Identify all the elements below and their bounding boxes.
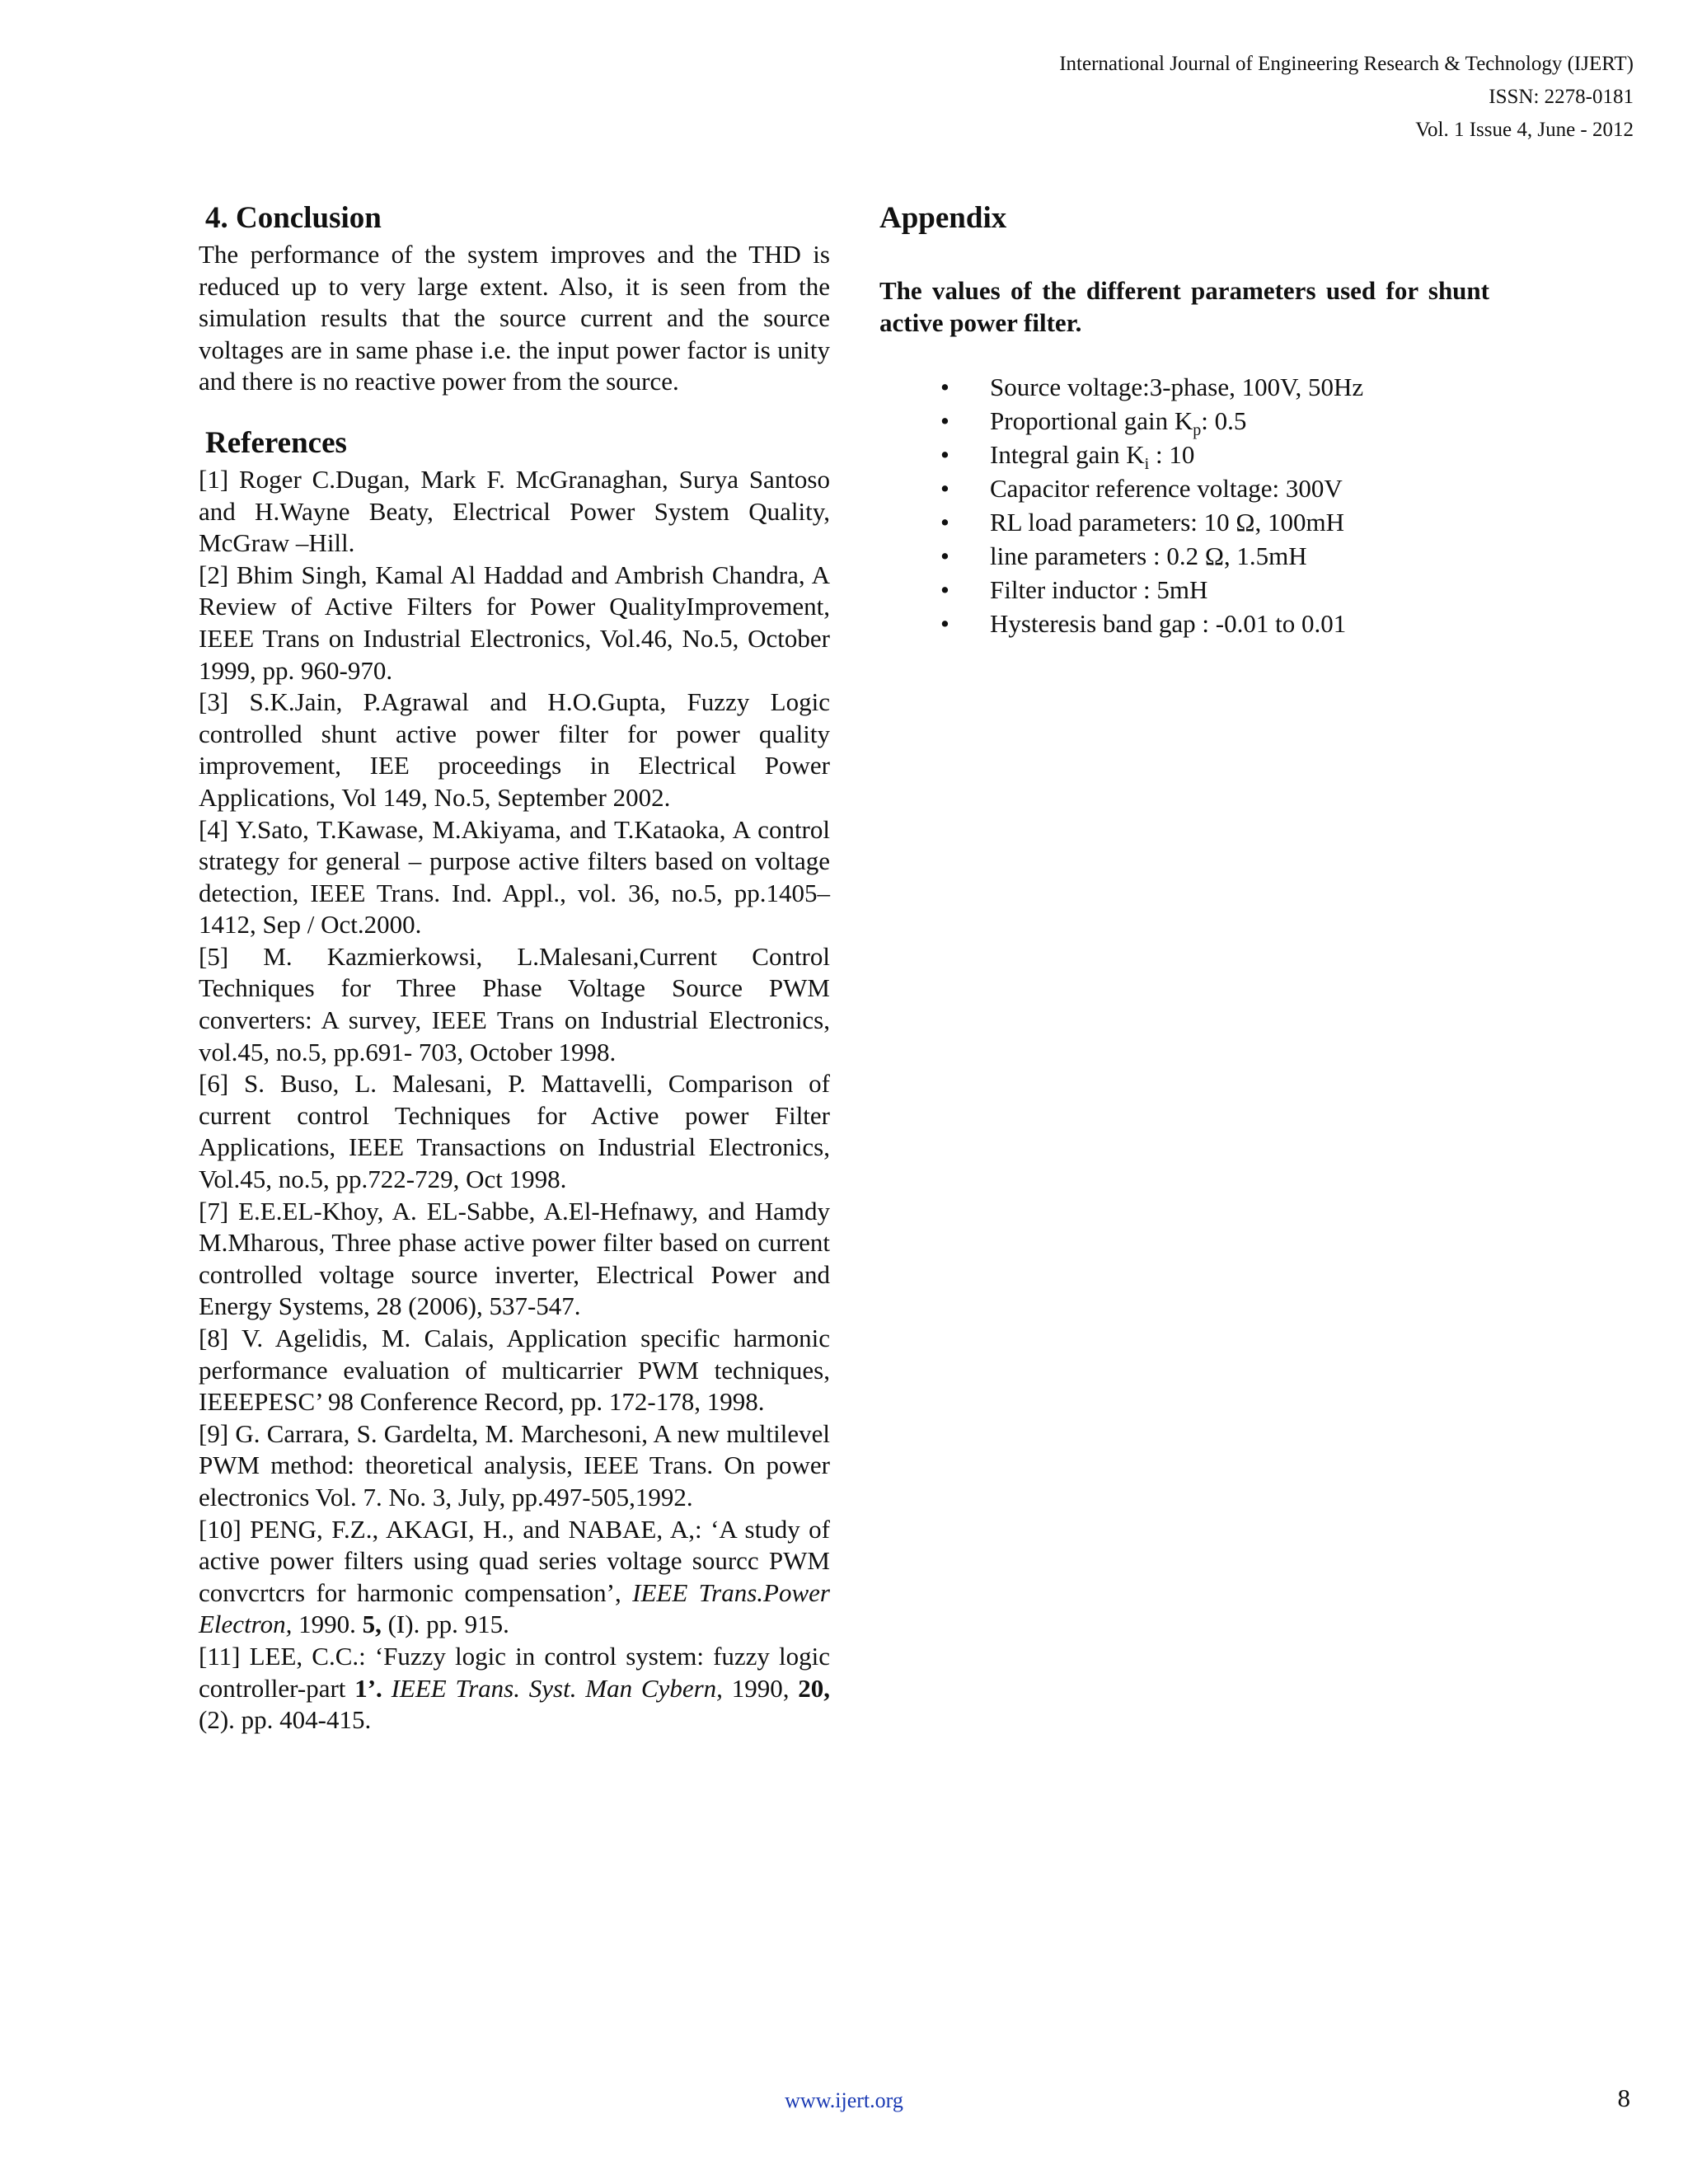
ref-text: (2). pp. 404-415. (199, 1705, 372, 1735)
ref-text: 1990. (292, 1610, 363, 1639)
footer-website-link[interactable]: www.ijert.org (785, 2088, 903, 2112)
journal-title: International Journal of Engineering Research & Technology (IJERT) (1059, 53, 1634, 75)
reference-item: [4] Y.Sato, T.Kawase, M.Akiyama, and T.Kataoka, A control strategy for general – purpose active filters based on voltage detection, IEEE Trans. Ind. Appl., vol. 36, no.5, pp.1405–1412, Sep / Oct.2000. (199, 814, 830, 940)
ref-text: [11] LEE, C.C.: ‘Fuzzy logic in control system: fuzzy logic controller-part (199, 1641, 830, 1703)
reference-item: [3] S.K.Jain, P.Agrawal and H.O.Gupta, Fuzzy Logic controlled shunt active power filter for power quality improvement, IEE proceedings in Electrical Power Applications, Vol 149, No.5, September 2002. (199, 687, 830, 812)
parameter-text: Proportional gain K (990, 406, 1193, 436)
journal-volume: Vol. 1 Issue 4, June - 2012 (1415, 119, 1634, 141)
parameter-item (879, 505, 1489, 539)
parameter-text: Integral gain K (990, 440, 1145, 470)
parameter-item (879, 573, 1489, 607)
parameter-list (879, 370, 1489, 640)
reference-item: [2] Bhim Singh, Kamal Al Haddad and Ambrish Chandra, A Review of Active Filters for Power QualityImprovement, IEEE Trans on Industrial Electronics, Vol.46, No.5, October 1999, pp. 960-970. (199, 560, 830, 685)
ref-volume: 20, (798, 1673, 831, 1703)
reference-item (199, 1514, 830, 1641)
parameter-value: : 0.5 (1201, 406, 1247, 436)
conclusion-text: The performance of the system improves and the THD is reduced up to very large extent. Also, it is seen from the simulation results that the source current and the source voltages are in same phase i.e. the input power factor is unity and there is no reactive power from the source. (199, 240, 830, 396)
right-column (879, 198, 1489, 640)
page-number: 8 (1617, 2083, 1630, 2112)
ref-text: [10] PENG, F.Z., AKAGI, H., and NABAE, A,: ‘A study of active power filters using quad series voltage sourcc PWM convcrtcrs for harmonic compensation’, (199, 1514, 830, 1607)
conclusion-heading: 4. Conclusion (205, 201, 382, 235)
parameter-subscript: i (1144, 455, 1150, 474)
parameter-item (879, 370, 1489, 404)
journal-issn: ISSN: 2278-0181 (1489, 86, 1634, 108)
references-section (199, 423, 830, 1736)
reference-item: [5] M. Kazmierkowsi, L.Malesani,Current Control Techniques for Three Phase Voltage Source PWM converters: A survey, IEEE Trans on Industrial Electronics, vol.45, no.5, pp.691- 703, October 1998. (199, 941, 830, 1066)
parameter-item (879, 471, 1489, 505)
ref-journal: IEEE Trans. Syst. Man Cybern, (382, 1673, 723, 1703)
references-heading: References (205, 425, 347, 460)
ref-part: 1’. (354, 1673, 382, 1703)
parameter-subscript: p (1193, 421, 1202, 440)
parameter-text: Source voltage:3-phase, 100V, 50Hz (990, 373, 1364, 402)
parameter-text: Capacitor reference voltage: 300V (990, 474, 1343, 504)
bullet-icon: • (940, 508, 950, 537)
bullet-icon: • (940, 474, 950, 504)
parameter-text: RL load parameters: 10 Ω, 100mH (990, 508, 1344, 537)
parameter-text: Filter inductor : 5mH (990, 575, 1208, 605)
reference-item: [9] G. Carrara, S. Gardelta, M. Marchesoni, A new multilevel PWM method: theoretical analysis, IEEE Trans. On power electronics Vol. 7. No. 3, July, pp.497-505,1992. (199, 1418, 830, 1511)
bullet-icon: • (940, 575, 950, 605)
reference-item: [1] Roger C.Dugan, Mark F. McGranaghan, Surya Santoso and H.Wayne Beaty, Electrical Power System Quality, McGraw –Hill. (199, 464, 830, 558)
ref-text: (I). pp. 915. (381, 1610, 509, 1639)
ref-volume: 5, (362, 1610, 382, 1639)
bullet-icon: • (940, 373, 950, 402)
bullet-icon: • (940, 541, 950, 571)
reference-item (199, 1641, 830, 1736)
parameter-item (879, 539, 1489, 573)
journal-header (1059, 48, 1634, 147)
appendix-intro: The values of the different parameters used for shunt active power filter. (879, 276, 1489, 337)
parameter-item (879, 404, 1489, 438)
parameter-text: line parameters : 0.2 Ω, 1.5mH (990, 541, 1307, 571)
reference-item: [6] S. Buso, L. Malesani, P. Mattavelli, Comparison of current control Techniques for Active power Filter Applications, IEEE Transactions on Industrial Electronics, Vol.45, no.5, pp.722-729, Oct 1998. (199, 1069, 830, 1194)
ref-text: 1990, (722, 1673, 799, 1703)
reference-item: [7] E.E.EL-Khoy, A. EL-Sabbe, A.El-Hefnawy, and Hamdy M.Mharous, Three phase active power filter based on current controlled voltage source inverter, Electrical Power and Energy Systems, 28 (2006), 537-547. (199, 1196, 830, 1321)
ref-journal: IEEE Trans.Power Electron, (199, 1577, 830, 1639)
bullet-icon: • (940, 440, 950, 470)
reference-item: [8] V. Agelidis, M. Calais, Application specific harmonic performance evaluation of multicarrier PWM techniques, IEEEPESC’ 98 Conference Record, pp. 172-178, 1998. (199, 1324, 830, 1417)
parameter-value: : 10 (1149, 440, 1195, 470)
left-column (199, 198, 830, 1736)
appendix-heading: Appendix (879, 201, 1007, 235)
parameter-item (879, 607, 1489, 640)
bullet-icon: • (940, 609, 950, 639)
parameter-item (879, 438, 1489, 474)
bullet-icon: • (940, 406, 950, 436)
parameter-text: Hysteresis band gap : -0.01 to 0.01 (990, 609, 1347, 639)
